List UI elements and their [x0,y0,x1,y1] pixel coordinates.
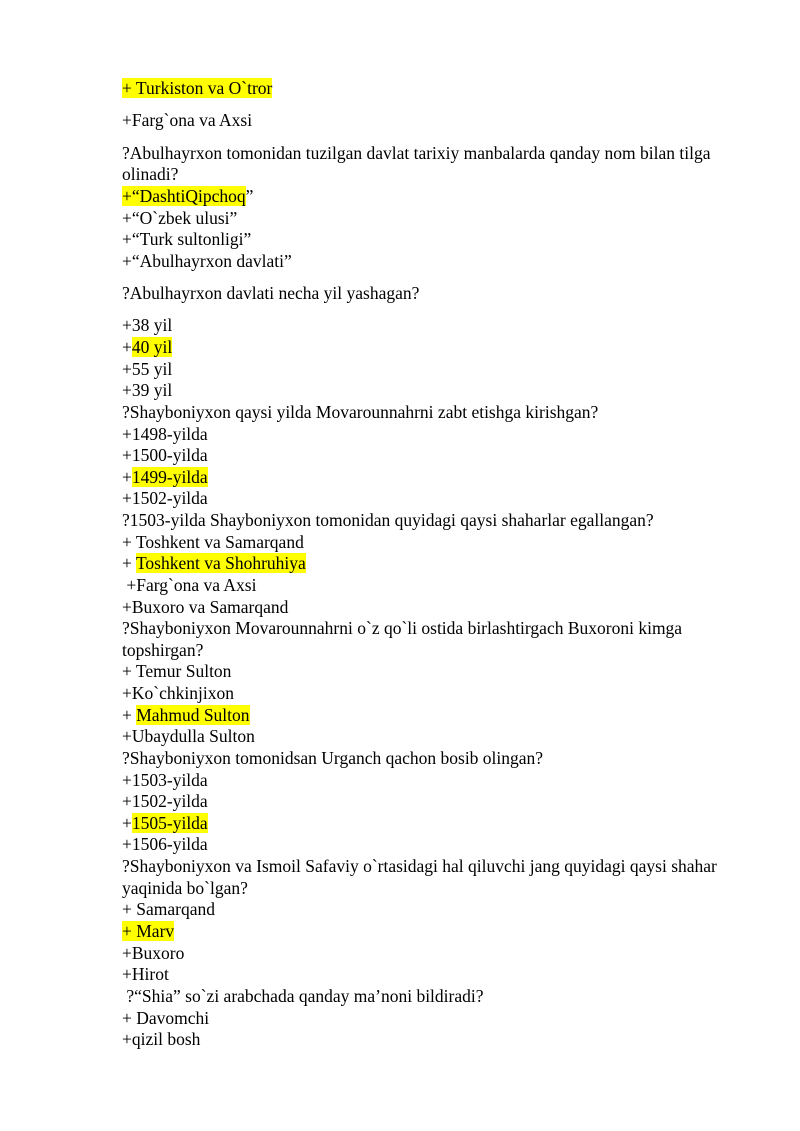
line-text: + [122,337,132,357]
line-text: + [122,705,137,725]
text-line [122,877,248,899]
text-line [122,379,172,401]
line-text: +Farg`ona va Axsi [122,575,257,595]
text-line [122,77,272,99]
text-line [122,1007,209,1029]
line-text: ?Abulhayrxon davlati necha yil yashagan? [122,283,420,303]
line-text: +Buxoro va Samarqand [122,597,289,617]
line-text: +1502-yilda [122,488,208,508]
text-line [122,985,484,1007]
line-text: +Ko`chkinjixon [122,683,234,703]
text-line [122,336,172,358]
text-line [122,747,543,769]
line-text-tail: ” [245,186,254,206]
text-line [122,250,292,272]
highlighted-answer: + Marv [122,921,175,941]
text-line [122,444,208,466]
line-text: +“O`zbek ulusi” [122,208,238,228]
line-text: ?Shayboniyxon qaysi yilda Movarounnahrni zabt etishga kirishgan? [122,402,599,422]
text-line [122,596,288,618]
text-line [122,185,253,207]
text-line [122,617,682,639]
text-line [122,833,208,855]
line-text: ?Shayboniyxon va Ismoil Safaviy o`rtasidagi hal qiluvchi jang quyidagi qaysi shahar [122,856,717,876]
text-line [122,142,711,164]
text-line [122,574,256,596]
text-line [122,163,178,185]
text-line [122,552,306,574]
line-text: +“Turk sultonligi” [122,229,252,249]
line-text: ?“Shia” so`zi arabchada qanday ma’noni bildiradi? [122,986,484,1006]
highlighted-answer: 40 yil [131,337,173,357]
text-line [122,466,208,488]
text-line [122,1028,200,1050]
text-line [122,423,208,445]
text-line [122,228,251,250]
text-line [122,942,184,964]
highlighted-answer: 1505-yilda [131,813,208,833]
text-line [122,531,304,553]
highlighted-answer: 1499-yilda [131,467,208,487]
line-text: topshirgan? [122,640,204,660]
line-text: ?1503-yilda Shayboniyxon tomonidan quyidagi qaysi shaharlar egallangan? [122,510,654,530]
line-text: ?Shayboniyxon tomonidsan Urganch qachon bosib olingan? [122,748,544,768]
line-text: +1498-yilda [122,424,208,444]
line-text: +Buxoro [122,943,185,963]
text-line [122,207,237,229]
line-text: +55 yil [122,359,173,379]
text-line [122,282,419,304]
line-text: +Farg`ona va Axsi [122,110,253,130]
line-text: +1502-yilda [122,791,208,811]
line-text: +Ubaydulla Sulton [122,726,255,746]
text-line [122,704,250,726]
line-text: +1506-yilda [122,834,208,854]
line-text: + [122,553,136,573]
line-text: olinadi? [122,164,179,184]
highlighted-answer: Mahmud Sulton [136,705,250,725]
text-line [122,314,172,336]
highlighted-answer: + Turkiston va O`tror [122,78,273,98]
line-text: + Toshkent va Samarqand [122,532,304,552]
text-line [122,855,717,877]
line-text: ?Abulhayrxon tomonidan tuzilgan davlat tarixiy manbalarda qanday nom bilan tilga [122,143,711,163]
line-text: +1503-yilda [122,770,208,790]
text-line [122,509,654,531]
line-text: +Hirot [122,964,169,984]
line-text: +qizil bosh [122,1029,201,1049]
text-line [122,401,598,423]
text-line [122,358,172,380]
line-text: + [122,813,132,833]
text-line [122,963,169,985]
text-line [122,898,215,920]
line-text: +39 yil [122,380,173,400]
text-line [122,725,255,747]
highlighted-answer: +“DashtiQipchoq [122,186,246,206]
text-line [122,812,208,834]
text-line [122,639,203,661]
text-line [122,790,208,812]
line-text: + Davomchi [122,1008,210,1028]
line-text: +38 yil [122,315,173,335]
text-line [122,109,252,131]
line-text: yaqinida bo`lgan? [122,878,248,898]
highlighted-answer: Toshkent va Shohruhiya [135,553,306,573]
text-line [122,682,234,704]
line-text: + Temur Sulton [122,661,232,681]
line-text: ?Shayboniyxon Movarounnahrni o`z qo`li ostida birlashtirgach Buxoroni kimga [122,618,683,638]
text-line [122,920,174,942]
line-text: + [122,467,132,487]
text-line [122,660,231,682]
line-text: +1500-yilda [122,445,208,465]
line-text: +“Abulhayrxon davlati” [122,251,292,271]
line-text: + Samarqand [122,899,215,919]
text-line [122,487,208,509]
text-line [122,769,208,791]
